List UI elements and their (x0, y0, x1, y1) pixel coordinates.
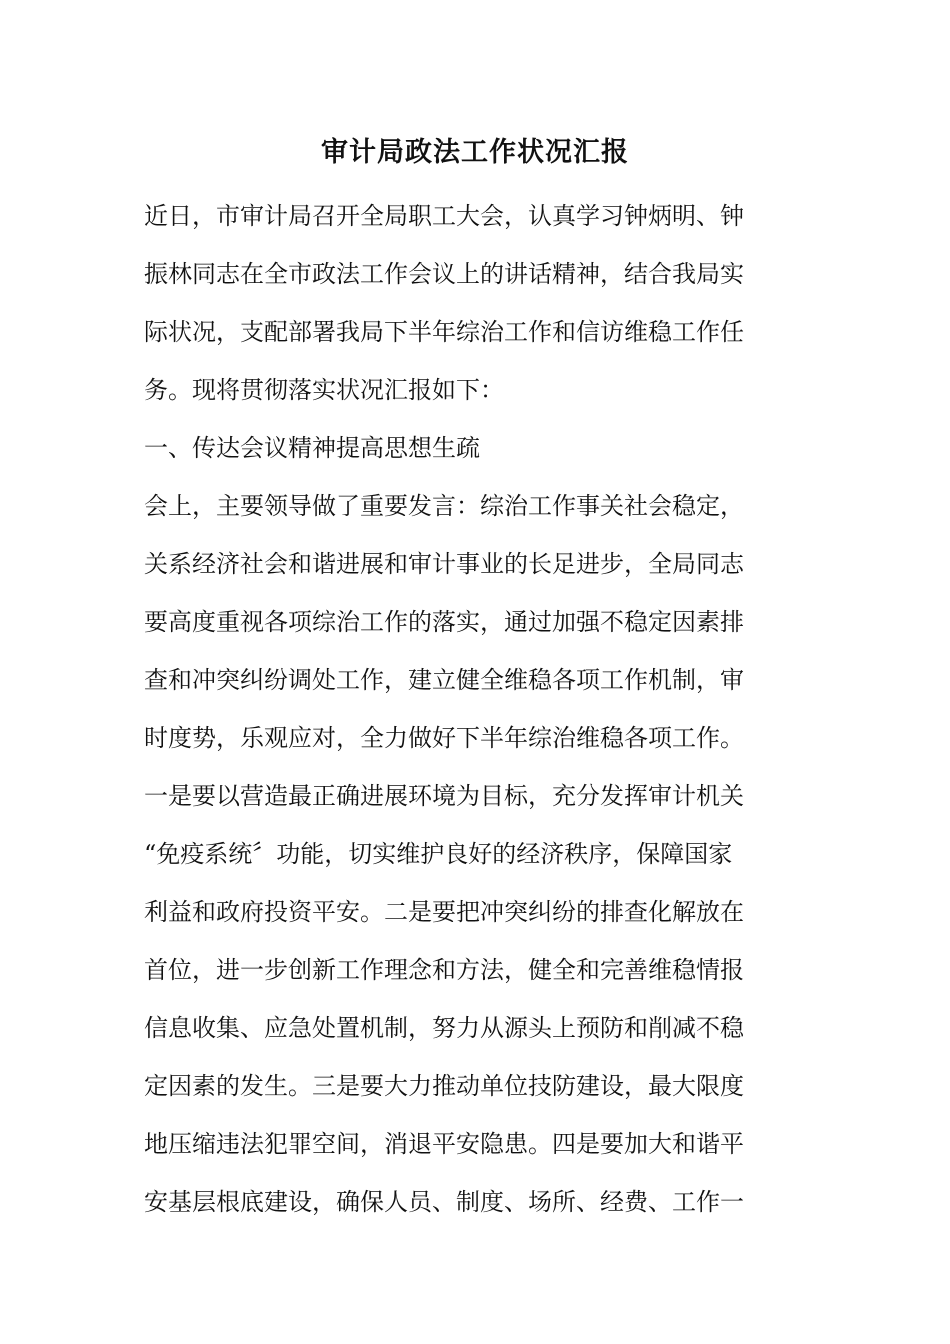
paragraph-line: 会上，主要领导做了重要发言：综治工作事关社会稳定， (144, 492, 744, 520)
document-title: 审计局政法工作状况汇报 (321, 137, 629, 168)
section-heading: 一、传达会议精神提高思想生疏 (144, 434, 480, 462)
paragraph-line: 近日，市审计局召开全局职工大会，认真学习钟炳明、钟 (144, 202, 744, 230)
paragraph-line: 振林同志在全市政法工作会议上的讲话精神，结合我局实 (144, 260, 744, 288)
paragraph-line: 查和冲突纠纷调处工作，建立健全维稳各项工作机制，审 (144, 666, 744, 694)
paragraph-line: 关系经济社会和谐进展和审计事业的长足进步，全局同志 (144, 550, 744, 578)
paragraph-line: 一是要以营造最正确进展环境为目标，充分发挥审计机关 (144, 782, 744, 810)
paragraph-line: “免疫系统〞功能，切实维护良好的经济秩序，保障国家 (144, 840, 733, 868)
paragraph-line: 安基层根底建设，确保人员、制度、场所、经费、工作一 (144, 1188, 744, 1216)
paragraph-line: 定因素的发生。三是要大力推动单位技防建设，最大限度 (144, 1072, 744, 1100)
paragraph-line: 首位，进一步创新工作理念和方法，健全和完善维稳情报 (144, 956, 744, 984)
paragraph-line: 时度势，乐观应对，全力做好下半年综治维稳各项工作。 (144, 724, 744, 752)
paragraph-line: 要高度重视各项综治工作的落实，通过加强不稳定因素排 (144, 608, 744, 636)
paragraph-line: 利益和政府投资平安。二是要把冲突纠纷的排查化解放在 (144, 898, 744, 926)
paragraph-line: 信息收集、应急处置机制，努力从源头上预防和削减不稳 (144, 1014, 744, 1042)
paragraph-line: 际状况，支配部署我局下半年综治工作和信访维稳工作任 (144, 318, 744, 346)
paragraph-line: 务。现将贯彻落实状况汇报如下： (144, 376, 504, 404)
paragraph-line: 地压缩违法犯罪空间，消退平安隐患。四是要加大和谐平 (144, 1130, 744, 1158)
